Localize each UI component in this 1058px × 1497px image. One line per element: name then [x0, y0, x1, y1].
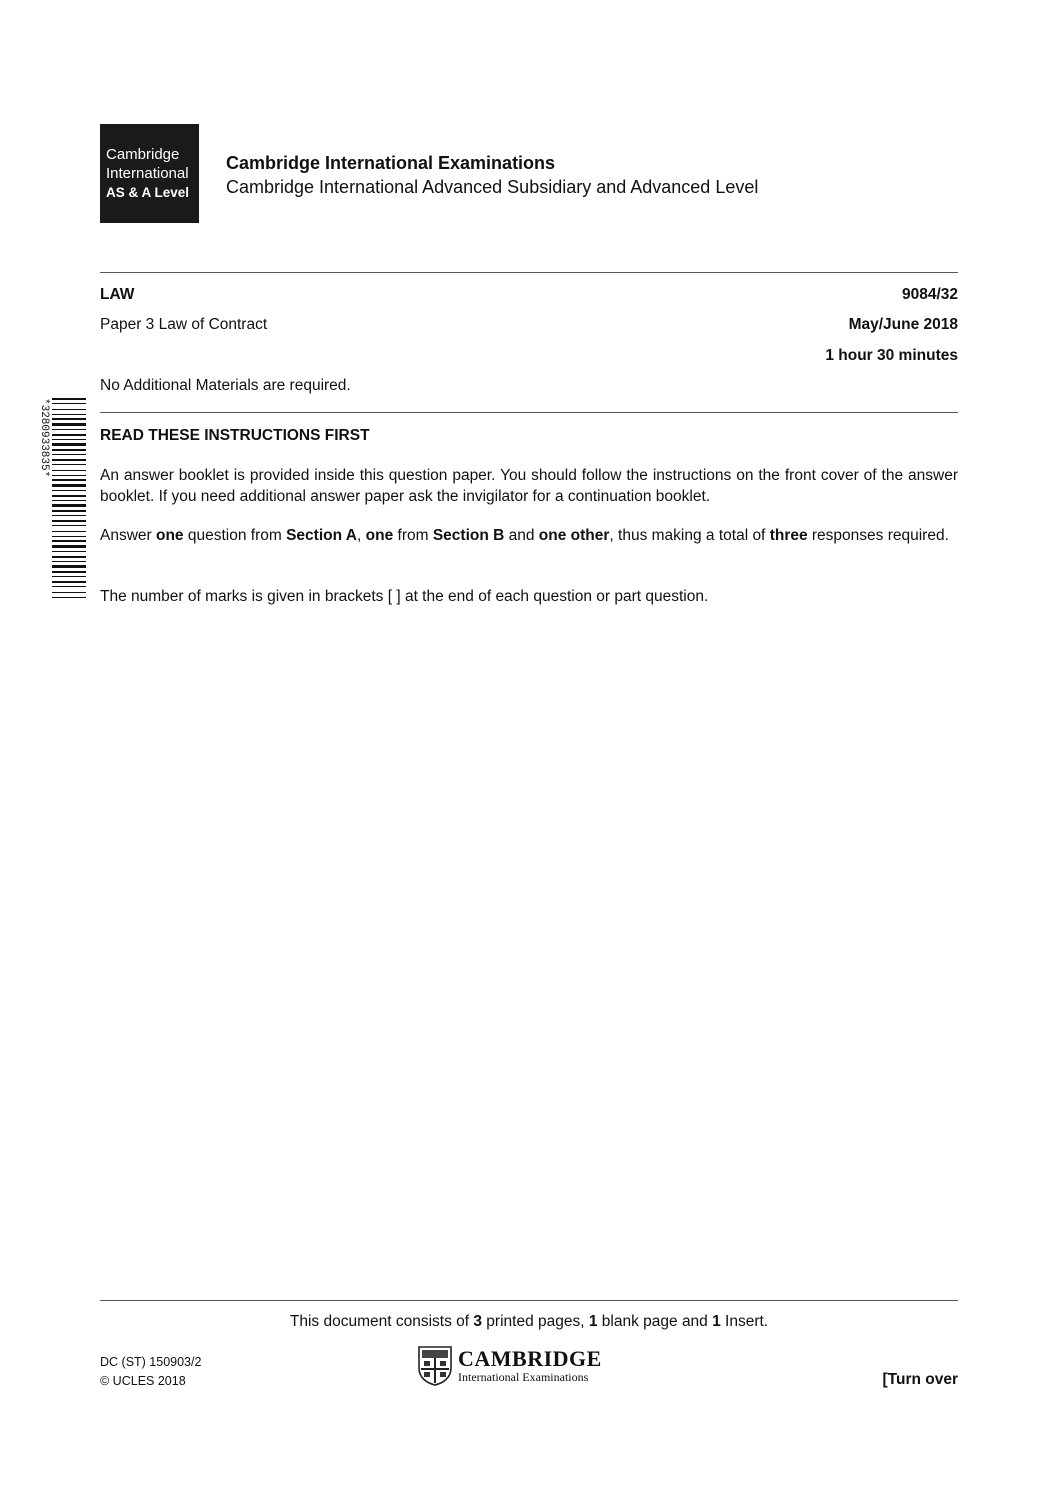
- paper-title: Paper 3 Law of Contract: [100, 316, 268, 333]
- logo-line-2: International: [106, 165, 189, 182]
- materials-note: No Additional Materials are required.: [100, 377, 351, 394]
- instruction-answer-booklet: An answer booklet is provided inside this question paper. You should follow the instructions on the front cover of the answer booklet. If you need additional answer paper ask the invigilator for a continuation booklet.: [100, 467, 958, 505]
- candidate-barcode: [38, 396, 88, 601]
- org-title: Cambridge International Examinations: [226, 153, 556, 173]
- divider-instructions: [100, 412, 958, 413]
- footer-logo-title: CAMBRIDGE: [458, 1346, 602, 1371]
- cambridge-footer-logo: [418, 1346, 602, 1386]
- crest-icon: [418, 1346, 452, 1386]
- exam-session: May/June 2018: [848, 316, 958, 333]
- org-subtitle: Cambridge International Advanced Subsidiary and Advanced Level: [226, 177, 759, 197]
- instructions-heading: READ THESE INSTRUCTIONS FIRST: [100, 427, 370, 444]
- paper-code: 9084/32: [901, 286, 958, 303]
- logo-line-3: AS & A Level: [106, 185, 190, 200]
- copyright: © UCLES 2018: [100, 1374, 186, 1388]
- page-count-note: This document consists of 3 printed pages, 1 blank page and 1 Insert.: [289, 1313, 769, 1330]
- turn-over-label: [Turn over: [882, 1371, 958, 1388]
- divider-top: [100, 272, 958, 273]
- subject-label: LAW: [100, 286, 135, 303]
- barcode-text: *3280933835*: [38, 398, 50, 478]
- instruction-marks: The number of marks is given in brackets [ ] at the end of each question or part question.: [100, 588, 709, 605]
- cambridge-as-a-level-logo: [100, 124, 199, 223]
- logo-line-1: Cambridge: [106, 146, 180, 163]
- document-code: DC (ST) 150903/2: [100, 1355, 202, 1369]
- divider-footer: [100, 1300, 958, 1301]
- exam-duration: 1 hour 30 minutes: [825, 347, 958, 364]
- footer-logo-subtitle: International Examinations: [458, 1370, 589, 1384]
- instruction-answer-requirement: Answer one question from Section A, one from Section B and one other, thus making a total of three responses required.: [100, 527, 949, 544]
